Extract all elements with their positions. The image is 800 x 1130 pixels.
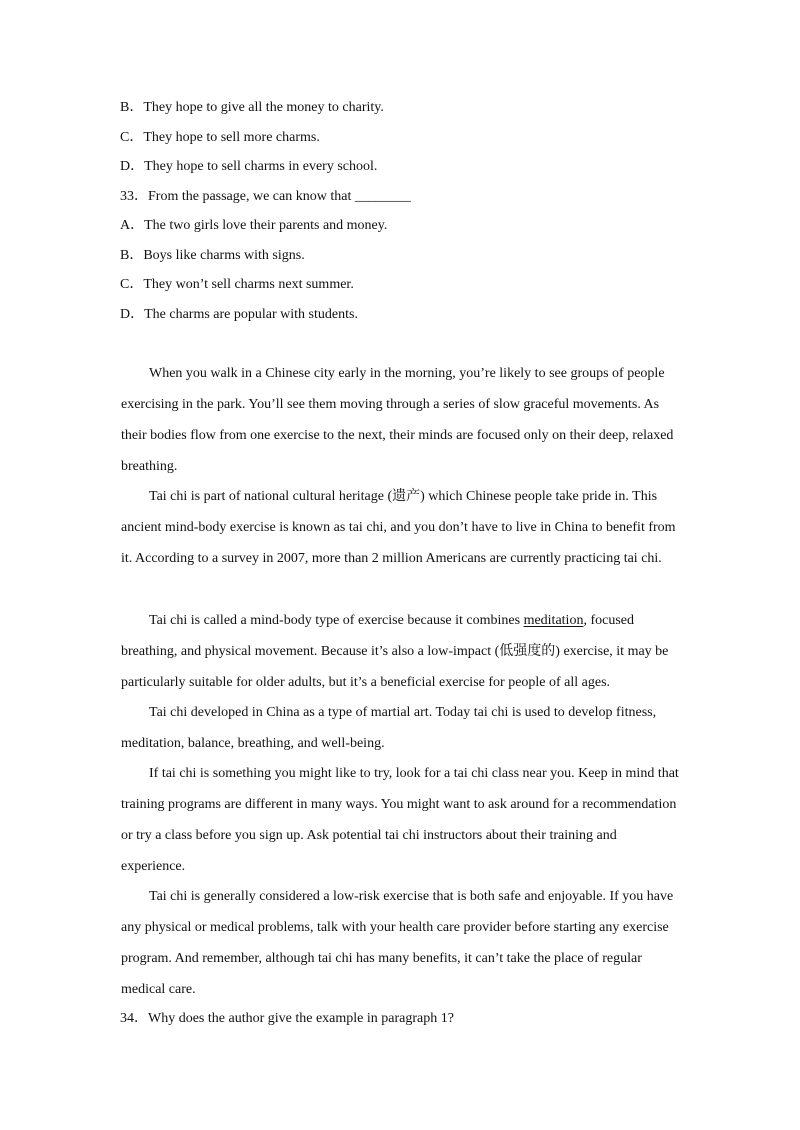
q34-stem: 34．Why does the author give the example in paragraph 1?: [120, 1011, 454, 1026]
q33-option-b: B．Boys like charms with signs.: [120, 248, 305, 263]
passage-paragraph-4: Tai chi developed in China as a type of martial art. Today tai chi is used to develop fitness, meditation, balance, breathing, and well-being.: [121, 705, 657, 751]
paragraph-3-text-end: , focused breathing, and physical movement. Because it’s also a low-impact (低强度的) exercise, it may be particularly suitable for older adults, but it’s a beneficial exercise for people of all ages.: [121, 613, 669, 690]
q33-stem: 33．From the passage, we can know that ________: [120, 189, 411, 204]
underlined-word-meditation: meditation: [523, 613, 584, 628]
passage-paragraph-2: Tai chi is part of national cultural heritage (遗产) which Chinese people take pride in. This ancient mind-body exercise is known as tai chi, and you don’t have to live in China to benefit from it. According to a survey in 2007, more than 2 million Americans are currently practicing tai chi.: [121, 489, 676, 566]
q32-option-c: C．They hope to sell more charms.: [120, 130, 320, 145]
q33-option-a: A．The two girls love their parents and money.: [120, 218, 388, 233]
q33-option-d: D．The charms are popular with students.: [120, 307, 358, 322]
q32-option-b: B．They hope to give all the money to charity.: [120, 100, 384, 115]
passage-paragraph-5: If tai chi is something you might like to try, look for a tai chi class near you. Keep in mind that training programs are different in many ways. You might want to ask around for a recommendation or try a class before you sign up. Ask potential tai chi instructors about their training and experience.: [121, 766, 679, 874]
passage-paragraph-6: Tai chi is generally considered a low-risk exercise that is both safe and enjoyable. If you have any physical or medical problems, talk with your health care provider before starting any exercise program. And remember, although tai chi has many benefits, it can’t take the place of regular medical care.: [121, 889, 674, 997]
q32-option-d: D．They hope to sell charms in every school.: [120, 159, 378, 174]
paragraph-3-text-start: Tai chi is called a mind-body type of exercise because it combines: [149, 613, 524, 628]
passage-paragraph-3: [121, 605, 681, 698]
passage-paragraph-1: When you walk in a Chinese city early in the morning, you’re likely to see groups of people exercising in the park. You’ll see them moving through a series of slow graceful movements. As their bodies flow from one exercise to the next, their minds are focused only on their deep, relaxed breathing.: [121, 366, 674, 474]
q33-option-c: C．They won’t sell charms next summer.: [120, 277, 354, 292]
